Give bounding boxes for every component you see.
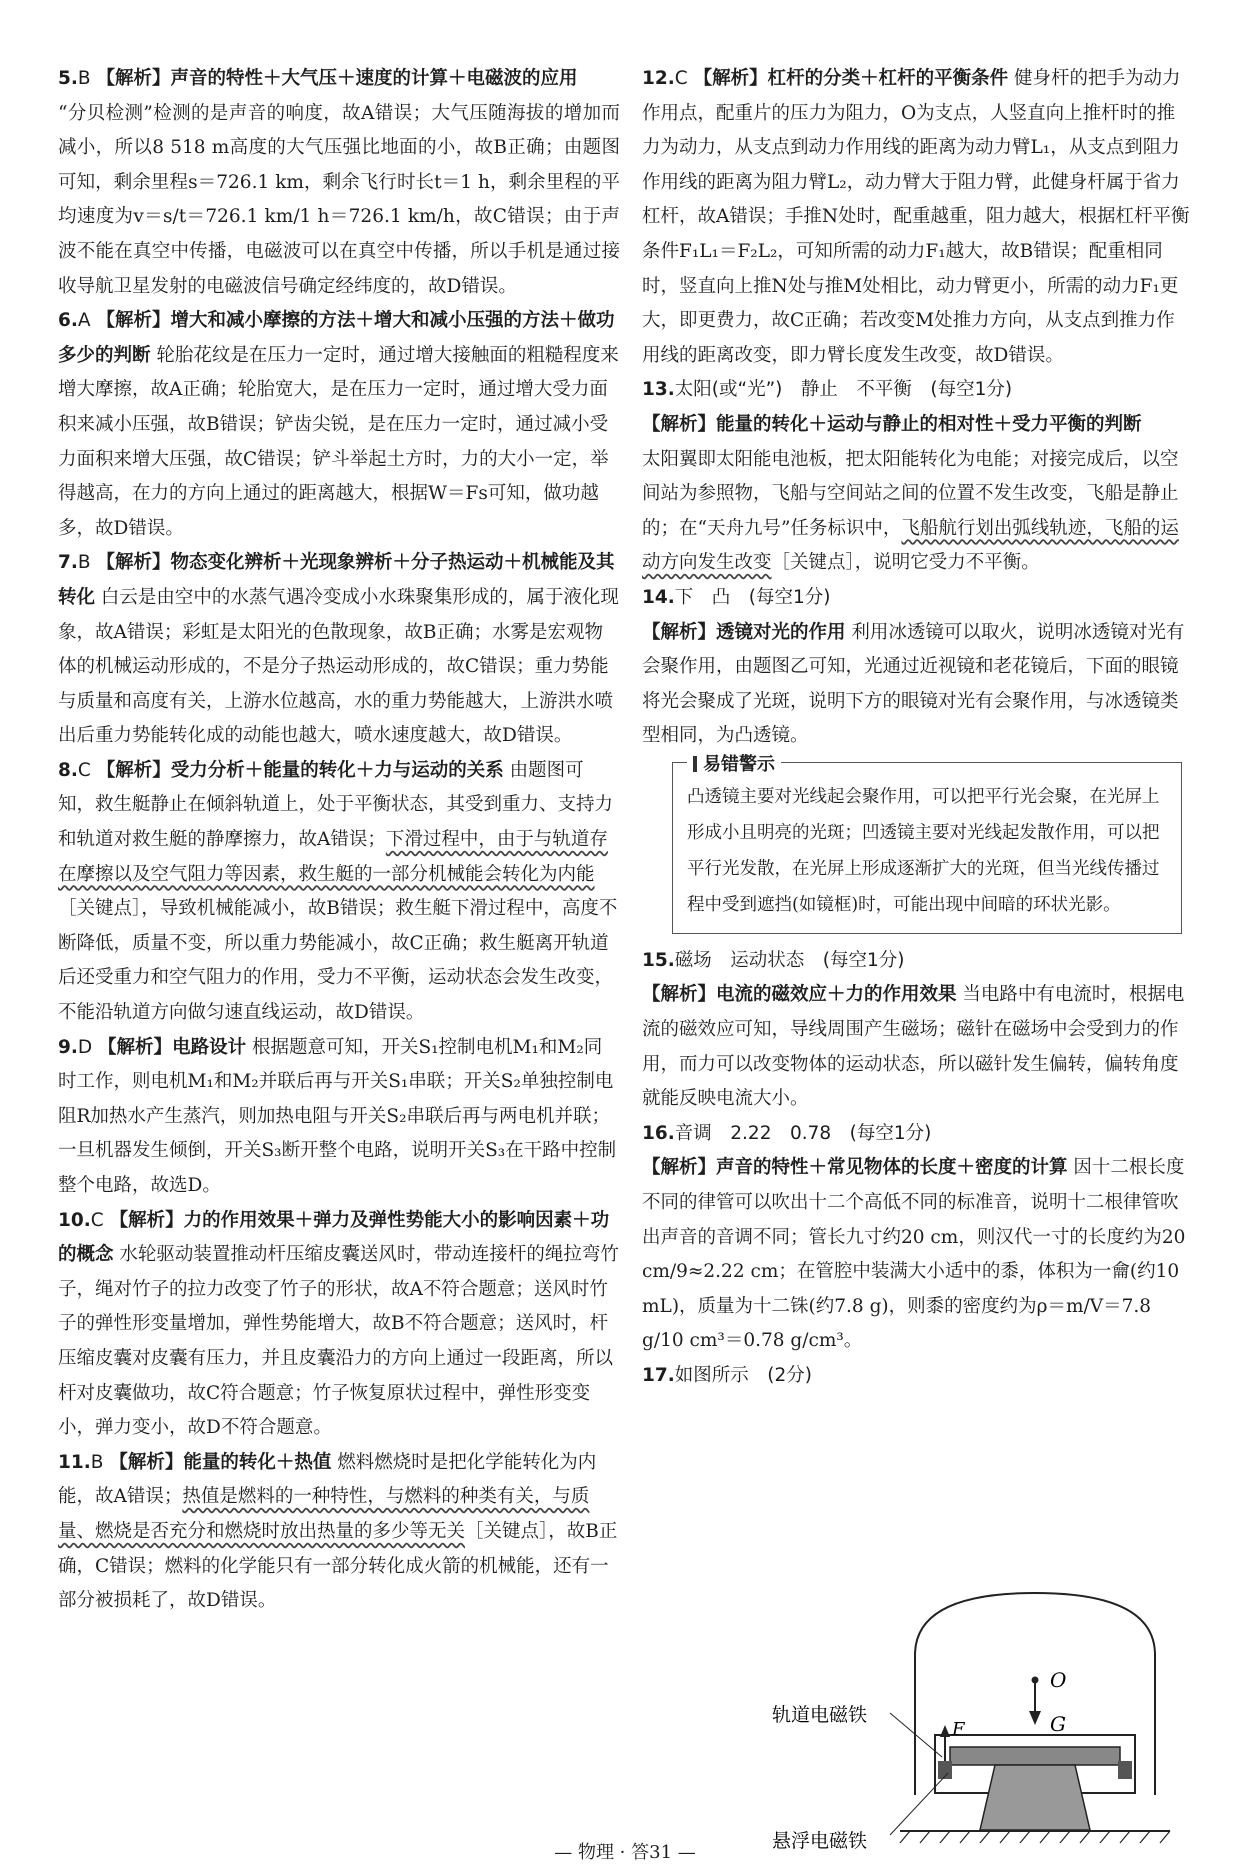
answer-7: 7.B 【解析】物态变化辨析＋光现象辨析＋分子热运动＋机械能及其转化 白云是由空中的水蒸气遇冷变成小水珠聚集形成的，属于液化现象，故A错误；彩虹是太阳光的色散现象，故B正确；水雾是宏观物体的机械运动形成的，不是分子热运动形成的，故C错误；重力势能与质量和高度有关，上游水位越高，水的重力势能越大，上游洪水喷出后重力势能转化成的动能也越大，喷水速度越大，故D错误。 [58, 552, 619, 747]
answer-12: 12.C 【解析】杠杆的分类＋杠杆的平衡条件 健身杆的把手为动力作用点，配重片的压力为阻力，O为支点，人竖直向上推杆时的推力为动力，从支点到动力作用线的距离为动力臂L₁，从支点到阻力作用线的距离为阻力臂L₂，动力臂大于阻力臂，此健身杆属于省力杠杆，故A错误；手推N处时，配重越重，阻力越大，根据杠杆平衡条件F₁L₁＝F₂L₂，可知所需的动力F₁越大，故B错误；配重相同时，竖直向上推N处与推M处相比，动力臂更小，所需的动力F₁更大，即更费力，故C正确；若改变M处推力方向，从支点到推力作用线的距离改变，即力臂长度发生改变，故D错误。 [642, 68, 1190, 366]
answer-17: 17.如图所示 (2分) [642, 1365, 812, 1386]
error-warning-text: 凸透镜主要对光线起会聚作用，可以把平行光会聚，在光屏上形成小且明亮的光斑；凹透镜主要对光线起发散作用，可以把平行光发散，在光屏上形成逐渐扩大的光斑，但当光线传播过程中受到遮挡(如镜框)时，可能出现中间暗的环状光影。 [687, 786, 1160, 915]
answer-15: 15.磁场 运动状态 (每空1分) 【解析】电流的磁效应＋力的作用效果 当电路中有电流时，根据电流的磁效应可知，导线周围产生磁场；磁针在磁场中会受到力的作用，而力可以改变物体的运动状态，所以磁针发生偏转，偏转角度就能反映电流大小。 [642, 949, 1185, 1110]
error-warning-box: 易错警示 凸透镜主要对光线起会聚作用，可以把平行光会聚，在光屏上形成小且明亮的光斑；凹透镜主要对光线起发散作用，可以把平行光发散，在光屏上形成逐渐扩大的光斑，但当光线传播过程中受到遮挡(如镜框)时，可能出现中间暗的环状光影。 [672, 762, 1182, 934]
label-track-magnet: 轨道电磁铁 [772, 1704, 868, 1726]
label-f: F [952, 1719, 965, 1740]
answer-16: 16.音调 2.22 0.78 (每空1分) 【解析】声音的特性＋常见物体的长度＋密度的计算 因十二根长度不同的律管可以吹出十二个高低不同的标准音，说明十二根律管吹出声音的音调不同；管长九寸约20 cm，则汉代一寸的长度约为20 cm/9≈2.22 cm；在管腔中装满大小适中的黍，体积为一龠(约10 mL)，质量为十二铢(约7.8 g)，则黍的密度约为ρ＝m/V＝7.8 g/10 cm³＝0.78 g/cm³。 [642, 1122, 1186, 1352]
answer-8: 8.C 【解析】受力分析＋能量的转化＋力与运动的关系 由题图可知，救生艇静止在倾斜轨道上，处于平衡状态，其受到重力、支持力和轨道对救生艇的静摩擦力，故A错误；下滑过程中，由于与轨道存在摩擦以及空气阻力等因素，救生艇的一部分机械能会转化为内能［关键点］，导致机械能减小，故B错误；救生艇下滑过程中，高度不断降低，质量不变，所以重力势能减小，故C正确；救生艇离开轨道后还受重力和空气阻力的作用，受力不平衡，运动状态会发生改变，不能沿轨道方向做匀速直线运动，故D错误。 [58, 759, 618, 1024]
answer-5: 5.B 【解析】声音的特性＋大气压＋速度的计算＋电磁波的应用 “分贝检测”检测的是声音的响度，故A错误；大气压随海拔的增加而减小，所以8 518 m高度的大气压强比地面的小，故B正确；由题图可知，剩余里程s＝726.1 km，剩余飞行时长t＝1 h，剩余里程的平均速度为v＝s/t＝726.1 km/1 h＝726.1 km/h，故C错误；由于声波不能在真空中传播，电磁波可以在真空中传播，所以手机是通过接收导航卫星发射的电磁波信号确定经纬度的，故D错误。 [58, 68, 620, 297]
answer-6: 6.A 【解析】增大和减小摩擦的方法＋增大和减小压强的方法＋做功多少的判断 轮胎花纹是在压力一定时，通过增大接触面的粗糙程度来增大摩擦，故A正确；轮胎宽大，是在压力一定时，通过增大受力面积来减小压强，故B错误；铲齿尖锐，是在压力一定时，通过减小受力面积来增大压强，故C错误；铲斗举起土方时，力的大小一定，举得越高，在力的方向上通过的距离越大，根据W＝Fs可知，做功越多，故D错误。 [58, 310, 619, 539]
answer-9: 9.D 【解析】电路设计 根据题意可知，开关S₁控制电机M₁和M₂同时工作，则电机M₁和M₂并联后再与开关S₁串联；开关S₂单独控制电阻R加热水产生蒸汽，则加热电阻与开关S₂串联后再与两电机并联；一旦机器发生倾倒，开关S₃断开整个电路，说明开关S₃在干路中控制整个电路，故选D。 [58, 1036, 617, 1196]
page-footer: — 物理 · 答31 — [554, 1842, 696, 1863]
levitation-magnet [950, 1747, 1120, 1765]
label-o: O [1050, 1668, 1067, 1692]
answer-11: 11.B 【解析】能量的转化＋热值 燃料燃烧时是把化学能转化为内能，故A错误；热值是燃料的一种特性，与燃料的种类有关，与质量、燃烧是否充分和燃烧时放出热量的多少等无关［关键点］，故B正确，C错误；燃料的化学能只有一部分转化成火箭的机械能，还有一部分被损耗了，故D错误。 [58, 1451, 618, 1612]
left-column [58, 62, 620, 1619]
answer-13: 13.太阳(或“光”) 静止 不平衡 (每空1分) 【解析】能量的转化＋运动与静止的相对性＋受力平衡的判断 太阳翼即太阳能电池板，把太阳能转化为电能；对接完成后，以空间站为参照物，飞船与空间站之间的位置不发生改变，飞船是静止的；在“天舟九号”任务标识中，飞船航行划出弧线轨迹，飞船的运动方向发生改变［关键点］，说明它受力不平衡。 [642, 379, 1179, 574]
label-levitation-magnet: 悬浮电磁铁 [772, 1830, 868, 1852]
answer-10: 10.C 【解析】力的作用效果＋弹力及弹性势能大小的影响因素＋功的概念 水轮驱动装置推动杆压缩皮囊送风时，带动连接杆的绳拉弯竹子，绳对竹子的拉力改变了竹子的形状，故A不符合题意；送风时竹子的弹性形变量增加，弹性势能增大，故B不符合题意；送风时，杆压缩皮囊对皮囊有压力，并且皮囊沿力的方向上通过一段距离，所以杆对皮囊做功，故C符合题意；竹子恢复原状过程中，弹性形变变小，弹力变小，故D不符合题意。 [58, 1209, 619, 1439]
maglev-force-diagram [770, 1585, 1190, 1865]
support-pillar [980, 1765, 1090, 1830]
answer-14: 14.下 凸 (每空1分) 【解析】透镜对光的作用 利用冰透镜可以取火，说明冰透镜对光有会聚作用，由题图乙可知，光通过近视镜和老花镜后，下面的眼镜将光会聚成了光斑，说明下方的眼镜对光有会聚作用，与冰透镜类型相同，为凸透镜。 [642, 586, 1185, 747]
right-column [642, 62, 1192, 1394]
label-g: G [1050, 1712, 1066, 1736]
